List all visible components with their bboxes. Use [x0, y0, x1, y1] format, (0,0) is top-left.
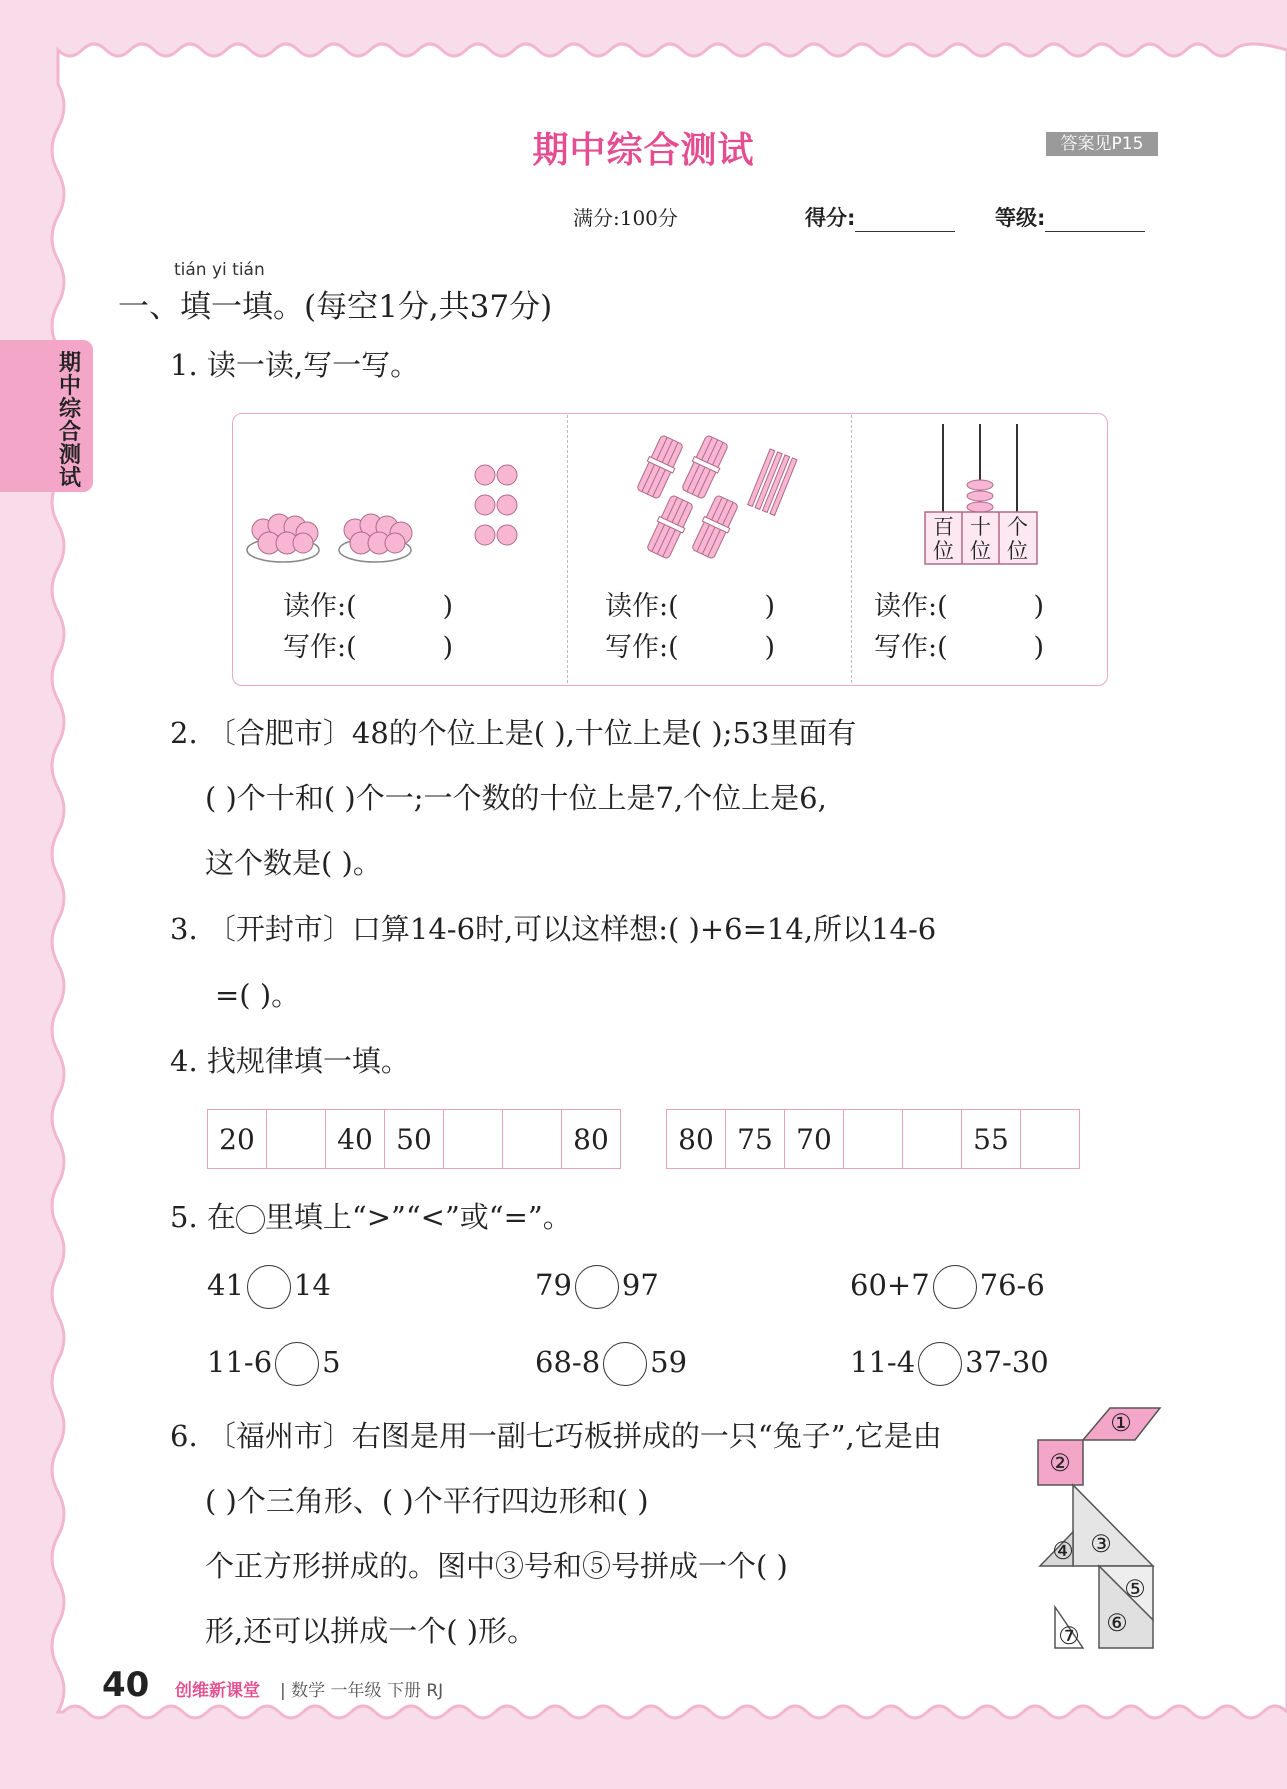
seq1-cell[interactable]: [444, 1110, 503, 1169]
sequence-table-2: [666, 1109, 1080, 1169]
seq1-cell: 40: [326, 1110, 385, 1169]
compare-right: 97: [621, 1268, 659, 1302]
q6-line-1: 6. 〔福州市〕右图是用一副七巧板拼成的一只“兔子”,它是由: [170, 1419, 942, 1453]
abacus-label-ones: 个位: [1007, 515, 1028, 563]
write-answer-1[interactable]: 写作:( ): [283, 632, 453, 663]
compare-right: 5: [322, 1345, 341, 1379]
score-blank[interactable]: [855, 209, 955, 232]
compare-circle[interactable]: [603, 1342, 647, 1386]
tangram-label: ③: [1090, 1530, 1112, 1558]
q2-line-3: 这个数是( )。: [205, 846, 382, 880]
q3-line-2: =( )。: [215, 978, 301, 1012]
seq2-cell[interactable]: [1021, 1110, 1080, 1169]
compare-left: 41: [207, 1268, 244, 1302]
compare-right: 76-6: [979, 1268, 1045, 1302]
q1-prompt: 1. 读一读,写一写。: [170, 348, 420, 382]
abacus-label-hundreds: 百位: [933, 515, 954, 563]
abacus-label-tens: 十位: [970, 515, 991, 563]
tangram-label: ⑥: [1106, 1609, 1128, 1637]
score-label: 得分:: [805, 206, 856, 230]
q5-prompt-end: 里填上“>”“<”或“=”。: [264, 1200, 572, 1234]
tangram-rabbit-figure: [1035, 1404, 1165, 1654]
compare-item: [850, 1265, 1045, 1309]
grade-label: 等级:: [995, 206, 1046, 230]
seq1-cell: 50: [385, 1110, 444, 1169]
side-tab-label: 期中综合测试: [58, 351, 81, 491]
q2-line-2: ( )个十和( )个一;一个数的十位上是7,个位上是6,: [205, 781, 827, 815]
compare-left: 79: [535, 1268, 572, 1302]
sequence-table-1: [207, 1109, 621, 1169]
compare-circle[interactable]: [247, 1265, 291, 1309]
q3-line-1: 3. 〔开封市〕口算14-6时,可以这样想:( )+6=14,所以14-6: [170, 912, 937, 946]
footer-info: | 数学 一年级 下册 RJ: [280, 1681, 444, 1701]
abacus-labels: [925, 515, 1037, 563]
compare-left: 11-4: [850, 1345, 916, 1379]
compare-item: [850, 1342, 1049, 1386]
full-score-label: 满分:100分: [573, 206, 678, 230]
section-heading: 一、填一填。(每空1分,共37分): [118, 289, 553, 325]
write-answer-2[interactable]: 写作:( ): [605, 632, 775, 663]
tangram-label: ②: [1049, 1449, 1071, 1477]
seq2-cell: 80: [667, 1110, 726, 1169]
circle-icon: [236, 1205, 265, 1234]
seq2-cell[interactable]: [903, 1110, 962, 1169]
seq1-cell: 20: [208, 1110, 267, 1169]
seq1-cell[interactable]: [267, 1110, 326, 1169]
compare-item: [535, 1342, 687, 1386]
read-answer-3[interactable]: 读作:( ): [874, 591, 1044, 622]
peaches-illustration: [245, 455, 545, 575]
stick-bundles-illustration: [630, 432, 800, 567]
score-field: [805, 202, 955, 232]
write-answer-3[interactable]: 写作:( ): [874, 632, 1044, 663]
tangram-label: ⑤: [1124, 1575, 1146, 1603]
footer-brand: 创维新课堂: [175, 1681, 260, 1701]
compare-right: 59: [650, 1345, 688, 1379]
q5-prompt: [170, 1200, 572, 1235]
q5-prompt-start: 5. 在: [170, 1200, 236, 1234]
compare-circle[interactable]: [933, 1265, 977, 1309]
seq2-cell: 70: [785, 1110, 844, 1169]
compare-circle[interactable]: [918, 1342, 962, 1386]
page-title: 期中综合测试: [532, 130, 755, 171]
q2-line-1: 2. 〔合肥市〕48的个位上是( ),十位上是( );53里面有: [170, 716, 857, 750]
compare-item: [207, 1265, 331, 1309]
read-answer-1[interactable]: 读作:( ): [283, 591, 453, 622]
q4-prompt: 4. 找规律填一填。: [170, 1044, 410, 1078]
q6-line-2: ( )个三角形、( )个平行四边形和( ): [205, 1484, 649, 1518]
q6-line-4: 形,还可以拼成一个( )形。: [205, 1614, 537, 1648]
compare-left: 68-8: [535, 1345, 601, 1379]
compare-circle[interactable]: [275, 1342, 319, 1386]
compare-item: [535, 1265, 659, 1309]
panel-divider: [851, 415, 852, 683]
compare-left: 11-6: [207, 1345, 273, 1379]
tangram-label: ⑦: [1058, 1622, 1080, 1650]
compare-left: 60+7: [850, 1268, 930, 1302]
seq2-cell[interactable]: [844, 1110, 903, 1169]
compare-item: [207, 1342, 341, 1386]
page-number: 40: [102, 1665, 150, 1705]
read-answer-2[interactable]: 读作:( ): [605, 591, 775, 622]
compare-right: 37-30: [965, 1345, 1049, 1379]
seq2-cell: 75: [726, 1110, 785, 1169]
q6-line-3: 个正方形拼成的。图中③号和⑤号拼成一个( ): [205, 1549, 788, 1583]
compare-right: 14: [293, 1268, 331, 1302]
tangram-label: ①: [1110, 1409, 1132, 1437]
answer-reference-badge: 答案见P15: [1046, 132, 1158, 156]
grade-field: [995, 202, 1145, 232]
seq1-cell[interactable]: [503, 1110, 562, 1169]
section-pinyin: tián yi tián: [174, 260, 265, 280]
panel-divider: [567, 415, 568, 683]
compare-circle[interactable]: [575, 1265, 619, 1309]
seq1-cell: 80: [562, 1110, 621, 1169]
seq2-cell: 55: [962, 1110, 1021, 1169]
tangram-label: ④: [1052, 1537, 1074, 1565]
grade-blank[interactable]: [1045, 209, 1145, 232]
